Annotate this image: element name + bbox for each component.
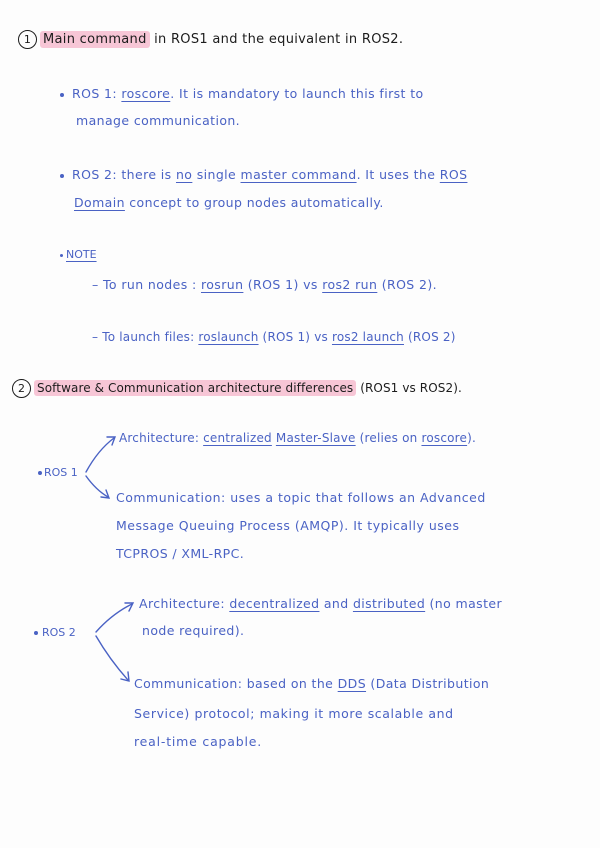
bullet-dot [34, 631, 38, 635]
ros2-arch-prefix: Architecture: [139, 596, 230, 611]
ros1-roscore: roscore [121, 86, 171, 101]
ros2-comm-rest: (Data Distribution [366, 676, 490, 691]
note-launch-suffix: (ROS 2) [403, 330, 456, 344]
ros1-comm-line3: TCPROS / XML-RPC. [116, 546, 245, 561]
ros1-comm-line1: Communication: uses a topic that follows an Advanced [116, 490, 486, 505]
ros1-comm-line2: Message Queuing Process (AMQP). It typically uses [116, 518, 460, 533]
ros2-comm-prefix: Communication: based on the [134, 676, 338, 691]
ros2-arch-rest: (no master [425, 596, 503, 611]
section2-ros1-label [38, 466, 78, 479]
note-run-mid: (ROS 1) vs [243, 277, 323, 292]
note-launch-mid: (ROS 1) vs [258, 330, 332, 344]
ros2-arch-line2: node required). [142, 623, 245, 638]
section2-ros1-label-text: ROS 1 [44, 466, 78, 479]
note-ros2run: ros2 run [322, 277, 378, 292]
ros2-no: no [175, 167, 193, 182]
ros1-arch-end: ). [467, 431, 477, 445]
ros1-label: ROS 1: [72, 86, 117, 101]
ros1-master-slave: Master-Slave [275, 431, 356, 445]
section2-ros2-label [34, 626, 76, 639]
note-label-text: NOTE [66, 248, 97, 261]
section-1-number: 1 [18, 30, 37, 49]
note-rosrun: rosrun [200, 277, 244, 292]
ros2-master-command: master command [240, 167, 357, 182]
ros2-domain: Domain [74, 195, 125, 210]
ros2-arrow-up [96, 604, 132, 632]
ros2-and: and [319, 596, 353, 611]
note-run-suffix: (ROS 2). [377, 277, 438, 292]
ros1-arch-prefix: Architecture: [119, 431, 204, 445]
ros2-distributed: distributed [352, 596, 426, 611]
ros2-comm-line3: real-time capable. [134, 734, 263, 749]
section-2-title-highlight: Software & Communication architecture differences [34, 380, 356, 396]
section2-ros1-arch [119, 431, 476, 445]
note-ros2launch: ros2 launch [331, 330, 404, 344]
ros1-centralized: centralized [203, 431, 272, 445]
bullet-dot [38, 471, 42, 475]
section-1-title-highlight: Main command [40, 31, 150, 48]
note-launch-prefix: – To launch files: [92, 330, 199, 344]
ros2-dds: DDS [337, 676, 367, 691]
ros2-decentralized: decentralized [229, 596, 320, 611]
section-2-number: 2 [12, 379, 31, 398]
section2-ros2-arch [139, 596, 502, 611]
ros2-text-a: ROS 2: there is [72, 167, 176, 182]
ros1-text-line1: . It is mandatory to launch this first to [170, 86, 424, 101]
ros2-comm-line2: Service) protocol; making it more scalable and [134, 706, 454, 721]
ros1-arrow-down [86, 476, 108, 497]
ros2-arrow-down [96, 636, 128, 680]
ros1-text-line2: manage communication. [76, 113, 241, 128]
ros1-arrow-up [86, 438, 114, 472]
section2-ros2-comm [134, 676, 489, 691]
section-2-title-rest: (ROS1 vs ROS2). [356, 381, 462, 395]
ros2-text-b: single [192, 167, 241, 182]
ros1-arch-rest: (relies on [355, 431, 422, 445]
ros1-arch-roscore: roscore [421, 431, 468, 445]
ros2-text-c: . It uses the [356, 167, 440, 182]
ros2-text-rest: concept to group nodes automatically. [124, 195, 384, 210]
section-1-title-rest: in ROS1 and the equivalent in ROS2. [149, 32, 404, 47]
note-run-prefix: – To run nodes : [92, 277, 201, 292]
section2-ros2-label-text: ROS 2 [42, 626, 76, 639]
ros2-ros: ROS [439, 167, 468, 182]
note-roslaunch: roslaunch [198, 330, 259, 344]
